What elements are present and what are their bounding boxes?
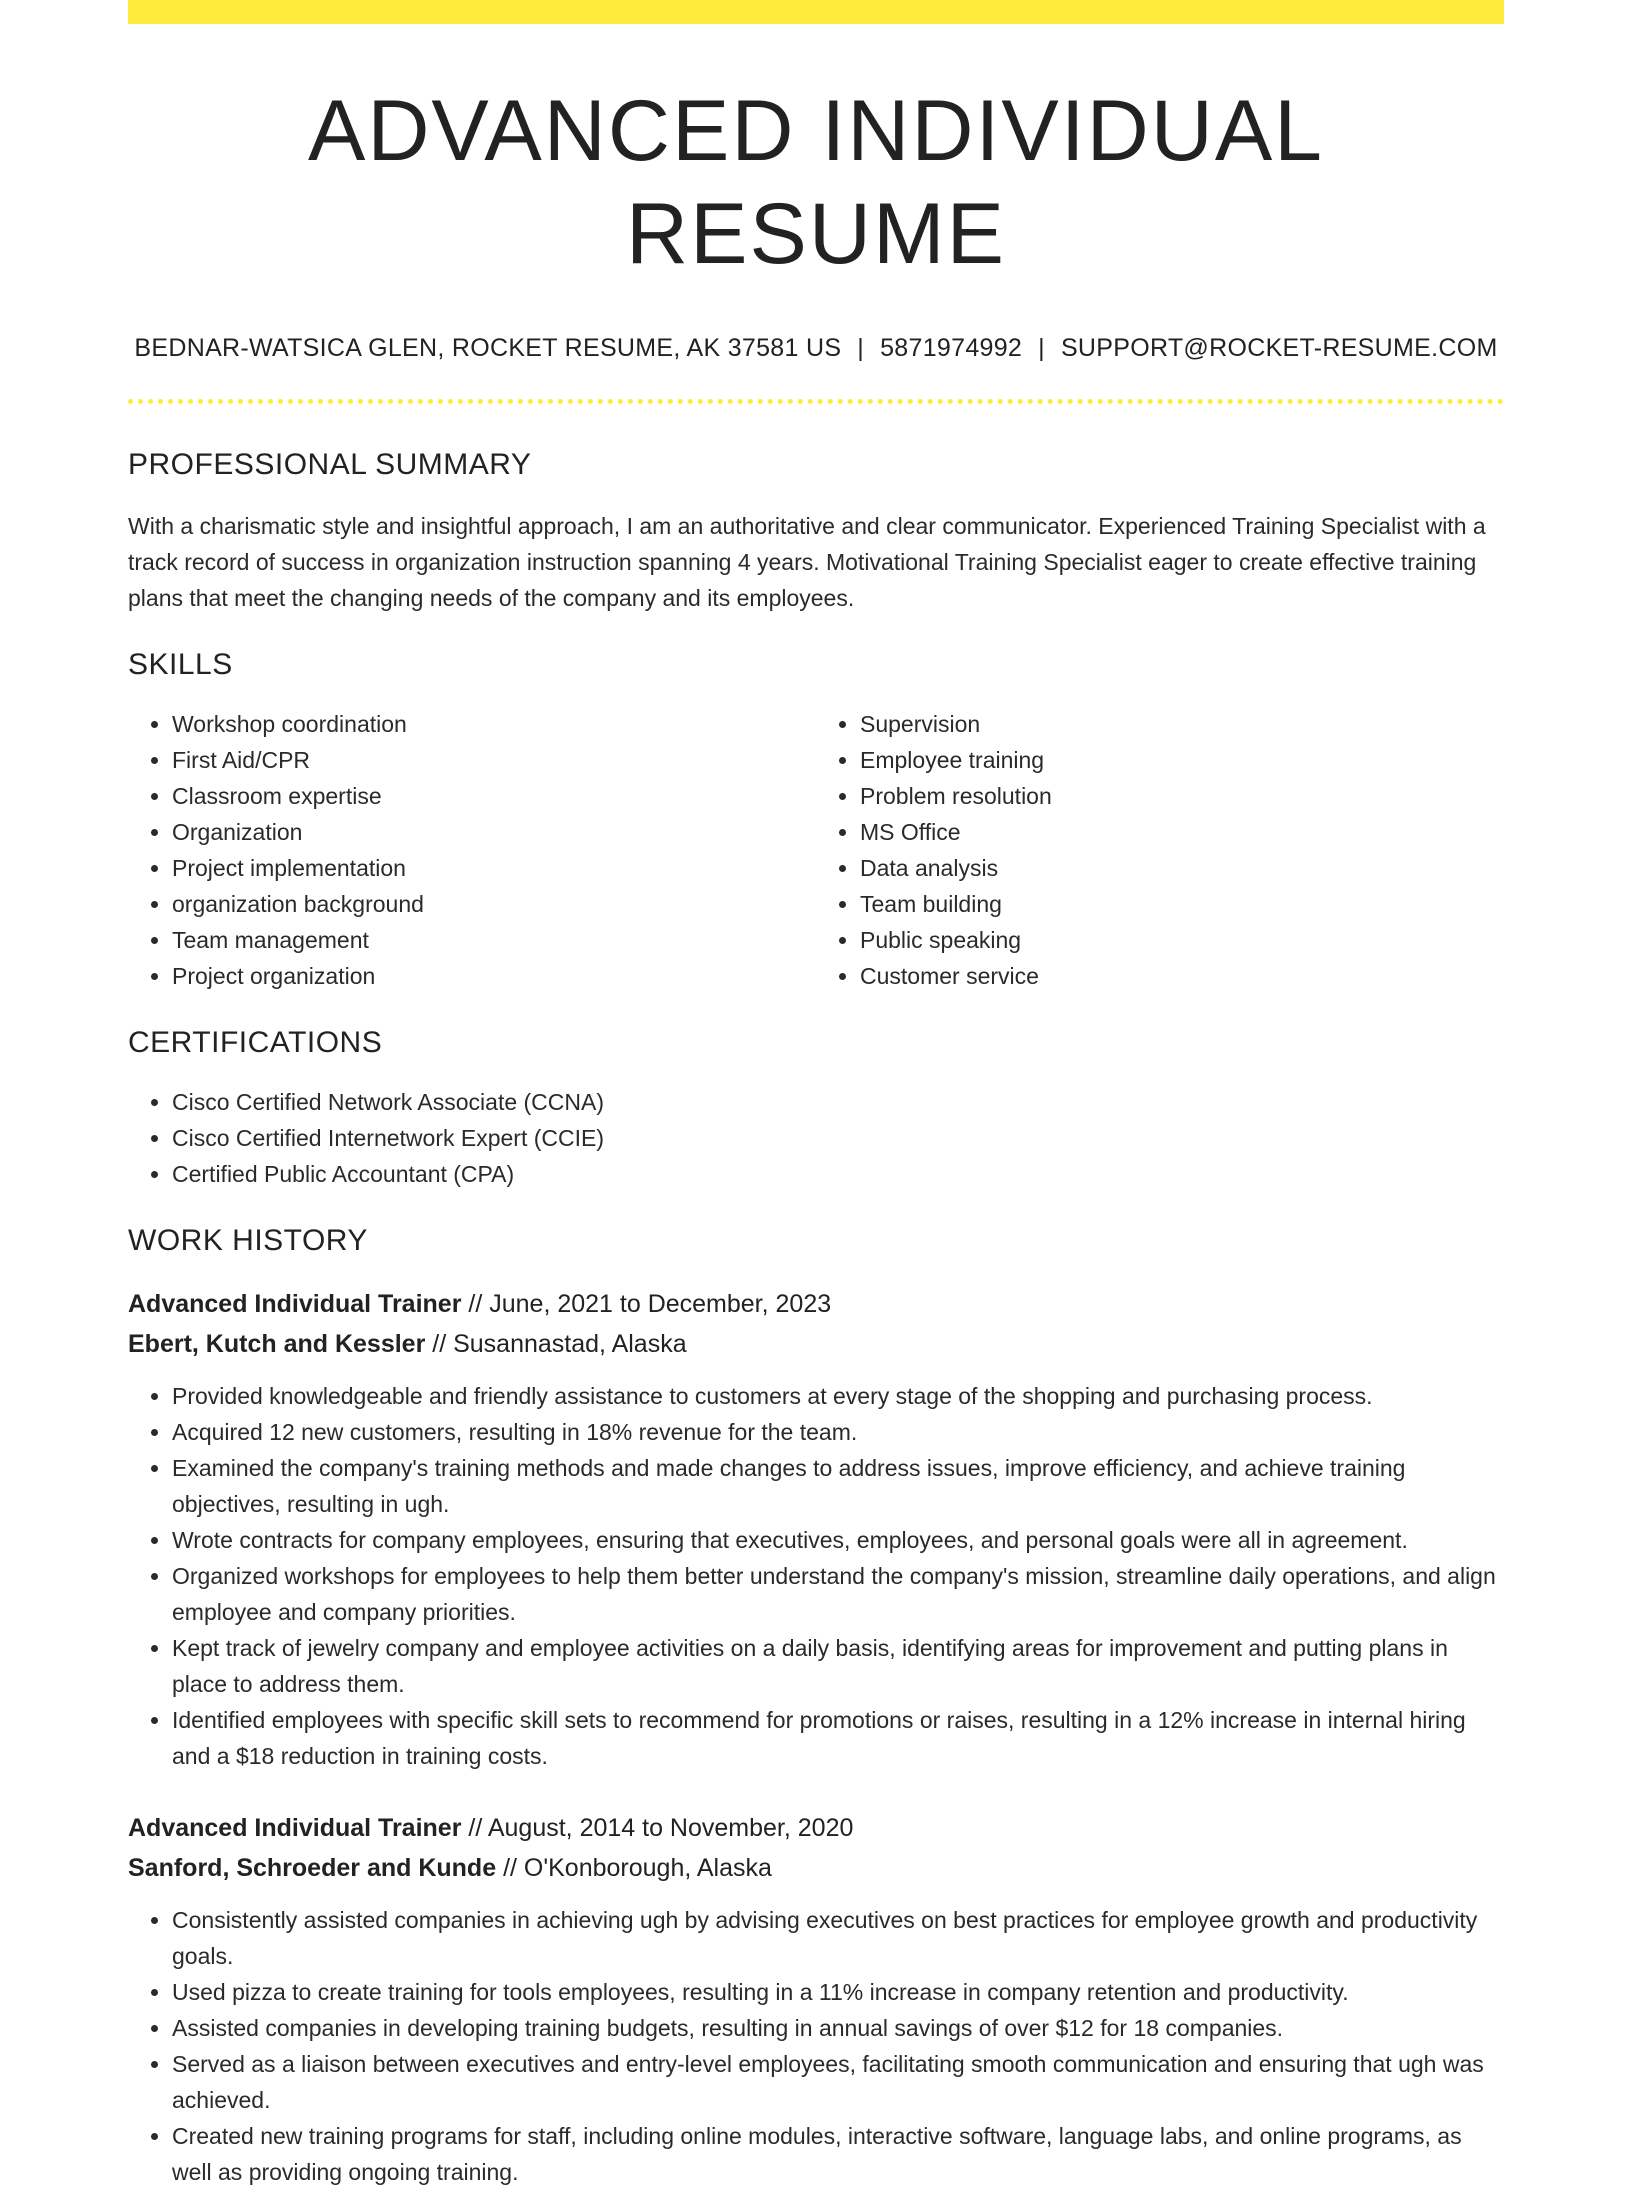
job-bullet: • Used pizza to create training for tools employees, resulting in a 11% increase in company retention and productivity. <box>172 1974 1504 2010</box>
skill-item: • Organization <box>172 814 816 850</box>
resume-page <box>128 0 1504 2190</box>
job-title: Advanced Individual Trainer <box>128 1814 462 1843</box>
skill-item: • Public speaking <box>860 922 1504 958</box>
job-bullet: • Assisted companies in developing training budgets, resulting in annual savings of over $12 for 18 companies. <box>172 2010 1504 2046</box>
certification-item: • Certified Public Accountant (CPA) <box>172 1156 1504 1192</box>
job-location: // O'Konborough, Alaska <box>503 1854 772 1883</box>
skill-item: • Project implementation <box>172 850 816 886</box>
job-bullet: • Wrote contracts for company employees, ensuring that executives, employees, and personal goals were all in agreement. <box>172 1522 1504 1558</box>
job-bullet: • Kept track of jewelry company and employee activities on a daily basis, identifying areas for improvement and putting plans in place to address them. <box>172 1630 1504 1702</box>
skill-item: • MS Office <box>860 814 1504 850</box>
job-bullet: • Created new training programs for staff, including online modules, interactive software, language labs, and online programs, as well as providing ongoing training. <box>172 2118 1504 2190</box>
summary-text: With a charismatic style and insightful approach, I am an authoritative and clear communicator. Experienced Training Specialist with a track record of success in organization instruction spanning 4 years. Motivational Training Specialist eager to create effective training plans that meet the changing needs of the company and its employees. <box>128 513 1486 612</box>
skill-item: • Classroom expertise <box>172 778 816 814</box>
certifications-list <box>128 1084 1504 1192</box>
skill-item: • Team management <box>172 922 816 958</box>
certification-item: • Cisco Certified Network Associate (CCNA) <box>172 1084 1504 1120</box>
contact-separator: | <box>1038 334 1045 363</box>
job-bullet: • Organized workshops for employees to help them better understand the company's mission, streamline daily operations, and align employee and company priorities. <box>172 1558 1504 1630</box>
skill-item: • organization background <box>172 886 816 922</box>
job-company: Sanford, Schroeder and Kunde <box>128 1854 497 1883</box>
top-accent-bar <box>128 0 1504 24</box>
job-bullet: • Served as a liaison between executives and entry-level employees, facilitating smooth communication and ensuring that ugh was achieved. <box>172 2046 1504 2118</box>
section-heading-certifications: CERTIFICATIONS <box>128 1026 383 1060</box>
contact-separator: | <box>857 334 865 363</box>
skill-item: • Employee training <box>860 742 1504 778</box>
skill-item: • Project organization <box>172 958 816 994</box>
job-entry <box>128 1284 1504 1774</box>
skills-grid <box>128 706 1504 994</box>
job-bullets <box>128 1378 1504 1774</box>
skill-item: • Workshop coordination <box>172 706 816 742</box>
skills-list-right <box>816 706 1504 994</box>
job-company-line <box>128 1848 1504 1888</box>
job-title: Advanced Individual Trainer <box>128 1290 462 1319</box>
job-dates: // June, 2021 to December, 2023 <box>468 1290 832 1319</box>
job-bullet: • Consistently assisted companies in achieving ugh by advising executives on best practices for employee growth and productivity goals. <box>172 1902 1504 1974</box>
skill-item: • Customer service <box>860 958 1504 994</box>
job-company: Ebert, Kutch and Kessler <box>128 1330 426 1359</box>
job-company-line <box>128 1324 1504 1364</box>
job-dates: // August, 2014 to November, 2020 <box>468 1814 854 1843</box>
job-entry <box>128 1808 1504 2190</box>
job-location: // Susannastad, Alaska <box>432 1330 687 1359</box>
contact-line <box>128 334 1504 363</box>
resume-title: ADVANCED INDIVIDUAL RESUME <box>307 83 1325 283</box>
skill-item: • Data analysis <box>860 850 1504 886</box>
job-bullet: • Provided knowledgeable and friendly assistance to customers at every stage of the shopping and purchasing process. <box>172 1378 1504 1414</box>
address: BEDNAR-WATSICA GLEN, ROCKET RESUME, AK 37581 US <box>134 334 842 363</box>
certification-item: • Cisco Certified Internetwork Expert (CCIE) <box>172 1120 1504 1156</box>
phone: 5871974992 <box>880 334 1023 363</box>
skills-list-left <box>128 706 816 994</box>
skill-item: • Team building <box>860 886 1504 922</box>
section-heading-summary: PROFESSIONAL SUMMARY <box>128 448 532 482</box>
job-title-line <box>128 1284 1504 1324</box>
job-title-line <box>128 1808 1504 1848</box>
job-bullet: • Identified employees with specific skill sets to recommend for promotions or raises, resulting in a 12% increase in internal hiring and a $18 reduction in training costs. <box>172 1702 1504 1774</box>
section-heading-skills: SKILLS <box>128 648 233 682</box>
job-bullet: • Examined the company's training methods and made changes to address issues, improve efficiency, and achieve training objectives, resulting in ugh. <box>172 1450 1504 1522</box>
job-bullets <box>128 1902 1504 2190</box>
skill-item: • First Aid/CPR <box>172 742 816 778</box>
job-bullet: • Acquired 12 new customers, resulting in 18% revenue for the team. <box>172 1414 1504 1450</box>
skill-item: • Problem resolution <box>860 778 1504 814</box>
dotted-divider <box>128 399 1504 404</box>
section-heading-work-history: WORK HISTORY <box>128 1224 368 1258</box>
skill-item: • Supervision <box>860 706 1504 742</box>
email-link[interactable]: SUPPORT@ROCKET-RESUME.COM <box>1060 334 1498 363</box>
